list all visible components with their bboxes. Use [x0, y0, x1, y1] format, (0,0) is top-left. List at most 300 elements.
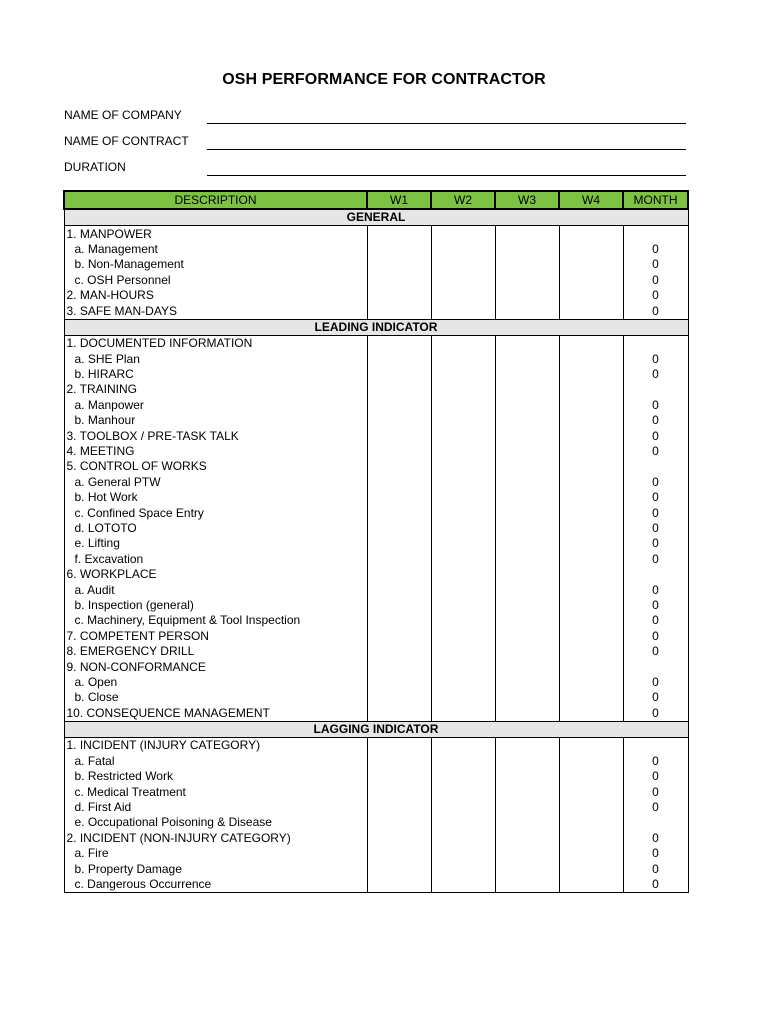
week-4-cell[interactable] [559, 444, 623, 459]
week-3-cell[interactable] [495, 398, 559, 413]
row-description: a. Management [64, 242, 367, 257]
week-2-cell[interactable] [431, 629, 495, 644]
week-2-cell[interactable] [431, 459, 495, 474]
week-1-cell[interactable] [367, 552, 431, 567]
week-4-cell[interactable] [559, 242, 623, 257]
table-row [64, 398, 688, 413]
week-2-cell[interactable] [431, 475, 495, 490]
week-2-cell[interactable] [431, 352, 495, 367]
table-header-row [64, 191, 688, 209]
week-2-cell[interactable] [431, 659, 495, 674]
row-description: d. LOTOTO [64, 521, 367, 536]
week-3-cell[interactable] [495, 815, 559, 830]
table-row [64, 784, 688, 799]
week-1-cell[interactable] [367, 644, 431, 659]
week-1-cell[interactable] [367, 613, 431, 628]
month-total-cell: 0 [623, 428, 688, 443]
week-4-cell[interactable] [559, 861, 623, 876]
week-1-cell[interactable] [367, 521, 431, 536]
row-description: b. Hot Work [64, 490, 367, 505]
column-header-w1: W1 [367, 191, 431, 209]
week-1-cell[interactable] [367, 675, 431, 690]
row-description: d. First Aid [64, 800, 367, 815]
table-row [64, 336, 688, 352]
table-row [64, 706, 688, 722]
week-4-cell[interactable] [559, 831, 623, 846]
row-description: a. Open [64, 675, 367, 690]
week-4-cell[interactable] [559, 552, 623, 567]
week-3-cell[interactable] [495, 629, 559, 644]
month-total-cell: 0 [623, 769, 688, 784]
month-total-cell: 0 [623, 675, 688, 690]
table-row [64, 536, 688, 551]
section-title: LAGGING INDICATOR [64, 721, 688, 737]
month-total-cell: 0 [623, 367, 688, 382]
week-2-cell[interactable] [431, 505, 495, 520]
row-description: a. General PTW [64, 475, 367, 490]
table-row [64, 846, 688, 861]
duration-line[interactable] [207, 175, 686, 176]
section-header-row [64, 319, 688, 335]
section-header-row [64, 721, 688, 737]
week-2-cell[interactable] [431, 536, 495, 551]
section-title: GENERAL [64, 209, 688, 226]
row-description: 2. TRAINING [64, 382, 367, 397]
week-1-cell[interactable] [367, 242, 431, 257]
week-4-cell[interactable] [559, 459, 623, 474]
contract-name-field [64, 134, 686, 154]
week-3-cell[interactable] [495, 288, 559, 303]
week-2-cell[interactable] [431, 567, 495, 582]
week-4-cell[interactable] [559, 582, 623, 597]
row-description: a. Manpower [64, 398, 367, 413]
table-row [64, 226, 688, 242]
company-name-field [64, 108, 686, 128]
week-3-cell[interactable] [495, 382, 559, 397]
week-2-cell[interactable] [431, 521, 495, 536]
month-total-cell [623, 567, 688, 582]
week-3-cell[interactable] [495, 242, 559, 257]
week-4-cell[interactable] [559, 738, 623, 754]
week-3-cell[interactable] [495, 877, 559, 893]
week-3-cell[interactable] [495, 367, 559, 382]
month-total-cell: 0 [623, 398, 688, 413]
week-1-cell[interactable] [367, 459, 431, 474]
week-2-cell[interactable] [431, 675, 495, 690]
table-row [64, 598, 688, 613]
week-1-cell[interactable] [367, 413, 431, 428]
table-row [64, 629, 688, 644]
week-3-cell[interactable] [495, 846, 559, 861]
week-4-cell[interactable] [559, 598, 623, 613]
week-1-cell[interactable] [367, 257, 431, 272]
company-name-line[interactable] [207, 123, 686, 124]
week-1-cell[interactable] [367, 490, 431, 505]
week-1-cell[interactable] [367, 288, 431, 303]
month-total-cell: 0 [623, 861, 688, 876]
week-4-cell[interactable] [559, 706, 623, 722]
row-description: 5. CONTROL OF WORKS [64, 459, 367, 474]
month-total-cell [623, 336, 688, 352]
week-2-cell[interactable] [431, 257, 495, 272]
week-4-cell[interactable] [559, 690, 623, 705]
column-header-month: MONTH [623, 191, 688, 209]
week-4-cell[interactable] [559, 815, 623, 830]
week-2-cell[interactable] [431, 242, 495, 257]
table-row [64, 861, 688, 876]
table-row [64, 257, 688, 272]
row-description: c. Machinery, Equipment & Tool Inspection [64, 613, 367, 628]
week-3-cell[interactable] [495, 459, 559, 474]
week-3-cell[interactable] [495, 444, 559, 459]
row-description: b. HIRARC [64, 367, 367, 382]
week-2-cell[interactable] [431, 706, 495, 722]
row-description: c. Medical Treatment [64, 784, 367, 799]
contract-name-line[interactable] [207, 149, 686, 150]
week-1-cell[interactable] [367, 444, 431, 459]
week-3-cell[interactable] [495, 352, 559, 367]
week-1-cell[interactable] [367, 784, 431, 799]
duration-label: DURATION [64, 160, 126, 174]
table-row [64, 303, 688, 319]
month-total-cell: 0 [623, 706, 688, 722]
month-total-cell: 0 [623, 831, 688, 846]
table-row [64, 382, 688, 397]
row-description: 8. EMERGENCY DRILL [64, 644, 367, 659]
week-3-cell[interactable] [495, 582, 559, 597]
week-2-cell[interactable] [431, 754, 495, 769]
row-description: a. Audit [64, 582, 367, 597]
table-row [64, 877, 688, 893]
week-1-cell[interactable] [367, 861, 431, 876]
contract-name-label: NAME OF CONTRACT [64, 134, 189, 148]
week-4-cell[interactable] [559, 336, 623, 352]
row-description: c. Dangerous Occurrence [64, 877, 367, 893]
week-3-cell[interactable] [495, 428, 559, 443]
column-header-description: DESCRIPTION [64, 191, 367, 209]
table-row [64, 367, 688, 382]
week-1-cell[interactable] [367, 336, 431, 352]
month-total-cell: 0 [623, 800, 688, 815]
week-2-cell[interactable] [431, 738, 495, 754]
row-description: e. Lifting [64, 536, 367, 551]
week-4-cell[interactable] [559, 784, 623, 799]
week-4-cell[interactable] [559, 226, 623, 242]
week-2-cell[interactable] [431, 273, 495, 288]
company-name-label: NAME OF COMPANY [64, 108, 182, 122]
month-total-cell: 0 [623, 754, 688, 769]
row-description: 7. COMPETENT PERSON [64, 629, 367, 644]
row-description: e. Occupational Poisoning & Disease [64, 815, 367, 830]
week-4-cell[interactable] [559, 846, 623, 861]
table-row [64, 831, 688, 846]
row-description: b. Close [64, 690, 367, 705]
month-total-cell: 0 [623, 552, 688, 567]
duration-field [64, 160, 686, 180]
month-total-cell: 0 [623, 521, 688, 536]
week-3-cell[interactable] [495, 336, 559, 352]
week-1-cell[interactable] [367, 690, 431, 705]
week-4-cell[interactable] [559, 877, 623, 893]
row-description: 3. SAFE MAN-DAYS [64, 303, 367, 319]
week-4-cell[interactable] [559, 367, 623, 382]
week-1-cell[interactable] [367, 382, 431, 397]
week-3-cell[interactable] [495, 536, 559, 551]
week-2-cell[interactable] [431, 552, 495, 567]
table-row [64, 352, 688, 367]
row-description: f. Excavation [64, 552, 367, 567]
row-description: 9. NON-CONFORMANCE [64, 659, 367, 674]
week-2-cell[interactable] [431, 644, 495, 659]
table-row [64, 475, 688, 490]
row-description: b. Property Damage [64, 861, 367, 876]
week-2-cell[interactable] [431, 398, 495, 413]
table-row [64, 273, 688, 288]
week-3-cell[interactable] [495, 521, 559, 536]
week-1-cell[interactable] [367, 769, 431, 784]
month-total-cell: 0 [623, 475, 688, 490]
week-4-cell[interactable] [559, 505, 623, 520]
column-header-w4: W4 [559, 191, 623, 209]
week-3-cell[interactable] [495, 490, 559, 505]
table-row [64, 675, 688, 690]
week-2-cell[interactable] [431, 846, 495, 861]
performance-table [63, 190, 689, 893]
row-description: a. Fire [64, 846, 367, 861]
row-description: 2. MAN-HOURS [64, 288, 367, 303]
row-description: c. Confined Space Entry [64, 505, 367, 520]
week-4-cell[interactable] [559, 490, 623, 505]
row-description: b. Manhour [64, 413, 367, 428]
week-1-cell[interactable] [367, 352, 431, 367]
week-3-cell[interactable] [495, 690, 559, 705]
week-2-cell[interactable] [431, 226, 495, 242]
row-description: b. Inspection (general) [64, 598, 367, 613]
week-3-cell[interactable] [495, 754, 559, 769]
column-header-w3: W3 [495, 191, 559, 209]
week-2-cell[interactable] [431, 784, 495, 799]
month-total-cell [623, 382, 688, 397]
table-row [64, 659, 688, 674]
week-1-cell[interactable] [367, 598, 431, 613]
row-description: 4. MEETING [64, 444, 367, 459]
table-row [64, 242, 688, 257]
week-1-cell[interactable] [367, 629, 431, 644]
month-total-cell [623, 659, 688, 674]
row-description: 1. INCIDENT (INJURY CATEGORY) [64, 738, 367, 754]
month-total-cell: 0 [623, 303, 688, 319]
week-3-cell[interactable] [495, 706, 559, 722]
week-4-cell[interactable] [559, 273, 623, 288]
week-3-cell[interactable] [495, 644, 559, 659]
table-row [64, 288, 688, 303]
week-4-cell[interactable] [559, 644, 623, 659]
week-4-cell[interactable] [559, 352, 623, 367]
month-total-cell: 0 [623, 613, 688, 628]
table-row [64, 490, 688, 505]
week-1-cell[interactable] [367, 567, 431, 582]
week-3-cell[interactable] [495, 675, 559, 690]
week-1-cell[interactable] [367, 738, 431, 754]
week-1-cell[interactable] [367, 367, 431, 382]
week-4-cell[interactable] [559, 413, 623, 428]
week-1-cell[interactable] [367, 303, 431, 319]
table-row [64, 521, 688, 536]
week-1-cell[interactable] [367, 754, 431, 769]
row-description: b. Non-Management [64, 257, 367, 272]
week-4-cell[interactable] [559, 567, 623, 582]
week-4-cell[interactable] [559, 659, 623, 674]
week-3-cell[interactable] [495, 257, 559, 272]
week-3-cell[interactable] [495, 831, 559, 846]
month-total-cell: 0 [623, 846, 688, 861]
week-2-cell[interactable] [431, 769, 495, 784]
week-2-cell[interactable] [431, 690, 495, 705]
week-2-cell[interactable] [431, 815, 495, 830]
table-row [64, 567, 688, 582]
table-row [64, 754, 688, 769]
week-1-cell[interactable] [367, 428, 431, 443]
week-2-cell[interactable] [431, 382, 495, 397]
week-1-cell[interactable] [367, 226, 431, 242]
table-row [64, 769, 688, 784]
month-total-cell [623, 815, 688, 830]
week-1-cell[interactable] [367, 877, 431, 893]
week-3-cell[interactable] [495, 784, 559, 799]
month-total-cell [623, 738, 688, 754]
row-description: 1. MANPOWER [64, 226, 367, 242]
week-3-cell[interactable] [495, 475, 559, 490]
week-2-cell[interactable] [431, 303, 495, 319]
week-4-cell[interactable] [559, 536, 623, 551]
week-4-cell[interactable] [559, 675, 623, 690]
month-total-cell: 0 [623, 413, 688, 428]
table-row [64, 413, 688, 428]
table-row [64, 613, 688, 628]
week-1-cell[interactable] [367, 505, 431, 520]
week-2-cell[interactable] [431, 444, 495, 459]
week-2-cell[interactable] [431, 877, 495, 893]
week-3-cell[interactable] [495, 769, 559, 784]
week-3-cell[interactable] [495, 303, 559, 319]
week-4-cell[interactable] [559, 800, 623, 815]
week-3-cell[interactable] [495, 413, 559, 428]
week-1-cell[interactable] [367, 706, 431, 722]
week-4-cell[interactable] [559, 613, 623, 628]
week-2-cell[interactable] [431, 800, 495, 815]
week-1-cell[interactable] [367, 398, 431, 413]
table-row [64, 690, 688, 705]
month-total-cell: 0 [623, 273, 688, 288]
table-row [64, 582, 688, 597]
table-row [64, 428, 688, 443]
table-row [64, 815, 688, 830]
column-header-w2: W2 [431, 191, 495, 209]
week-4-cell[interactable] [559, 754, 623, 769]
row-description: 2. INCIDENT (NON-INJURY CATEGORY) [64, 831, 367, 846]
week-3-cell[interactable] [495, 598, 559, 613]
month-total-cell: 0 [623, 644, 688, 659]
week-3-cell[interactable] [495, 800, 559, 815]
week-2-cell[interactable] [431, 582, 495, 597]
month-total-cell: 0 [623, 490, 688, 505]
row-description: 6. WORKPLACE [64, 567, 367, 582]
table-row [64, 459, 688, 474]
week-3-cell[interactable] [495, 567, 559, 582]
week-3-cell[interactable] [495, 659, 559, 674]
week-3-cell[interactable] [495, 613, 559, 628]
week-1-cell[interactable] [367, 800, 431, 815]
table-row [64, 505, 688, 520]
week-3-cell[interactable] [495, 861, 559, 876]
section-header-row [64, 209, 688, 226]
month-total-cell: 0 [623, 784, 688, 799]
week-4-cell[interactable] [559, 475, 623, 490]
week-1-cell[interactable] [367, 475, 431, 490]
month-total-cell: 0 [623, 288, 688, 303]
week-4-cell[interactable] [559, 769, 623, 784]
week-1-cell[interactable] [367, 582, 431, 597]
week-4-cell[interactable] [559, 288, 623, 303]
week-2-cell[interactable] [431, 428, 495, 443]
week-2-cell[interactable] [431, 367, 495, 382]
week-4-cell[interactable] [559, 257, 623, 272]
row-description: 1. DOCUMENTED INFORMATION [64, 336, 367, 352]
month-total-cell: 0 [623, 536, 688, 551]
week-2-cell[interactable] [431, 861, 495, 876]
week-2-cell[interactable] [431, 336, 495, 352]
week-4-cell[interactable] [559, 398, 623, 413]
week-2-cell[interactable] [431, 490, 495, 505]
month-total-cell [623, 226, 688, 242]
week-2-cell[interactable] [431, 831, 495, 846]
week-1-cell[interactable] [367, 273, 431, 288]
week-1-cell[interactable] [367, 659, 431, 674]
month-total-cell: 0 [623, 582, 688, 597]
week-2-cell[interactable] [431, 413, 495, 428]
row-description: a. Fatal [64, 754, 367, 769]
month-total-cell: 0 [623, 629, 688, 644]
week-4-cell[interactable] [559, 382, 623, 397]
week-1-cell[interactable] [367, 536, 431, 551]
week-2-cell[interactable] [431, 598, 495, 613]
row-description: a. SHE Plan [64, 352, 367, 367]
week-2-cell[interactable] [431, 288, 495, 303]
row-description: c. OSH Personnel [64, 273, 367, 288]
table-row [64, 444, 688, 459]
month-total-cell: 0 [623, 352, 688, 367]
week-2-cell[interactable] [431, 613, 495, 628]
month-total-cell: 0 [623, 877, 688, 893]
week-3-cell[interactable] [495, 552, 559, 567]
month-total-cell: 0 [623, 242, 688, 257]
week-3-cell[interactable] [495, 738, 559, 754]
week-1-cell[interactable] [367, 846, 431, 861]
week-3-cell[interactable] [495, 226, 559, 242]
week-4-cell[interactable] [559, 521, 623, 536]
week-3-cell[interactable] [495, 505, 559, 520]
week-3-cell[interactable] [495, 273, 559, 288]
week-4-cell[interactable] [559, 428, 623, 443]
table-row [64, 552, 688, 567]
week-4-cell[interactable] [559, 629, 623, 644]
week-4-cell[interactable] [559, 303, 623, 319]
row-description: 10. CONSEQUENCE MANAGEMENT [64, 706, 367, 722]
week-1-cell[interactable] [367, 831, 431, 846]
month-total-cell [623, 459, 688, 474]
section-title: LEADING INDICATOR [64, 319, 688, 335]
week-1-cell[interactable] [367, 815, 431, 830]
